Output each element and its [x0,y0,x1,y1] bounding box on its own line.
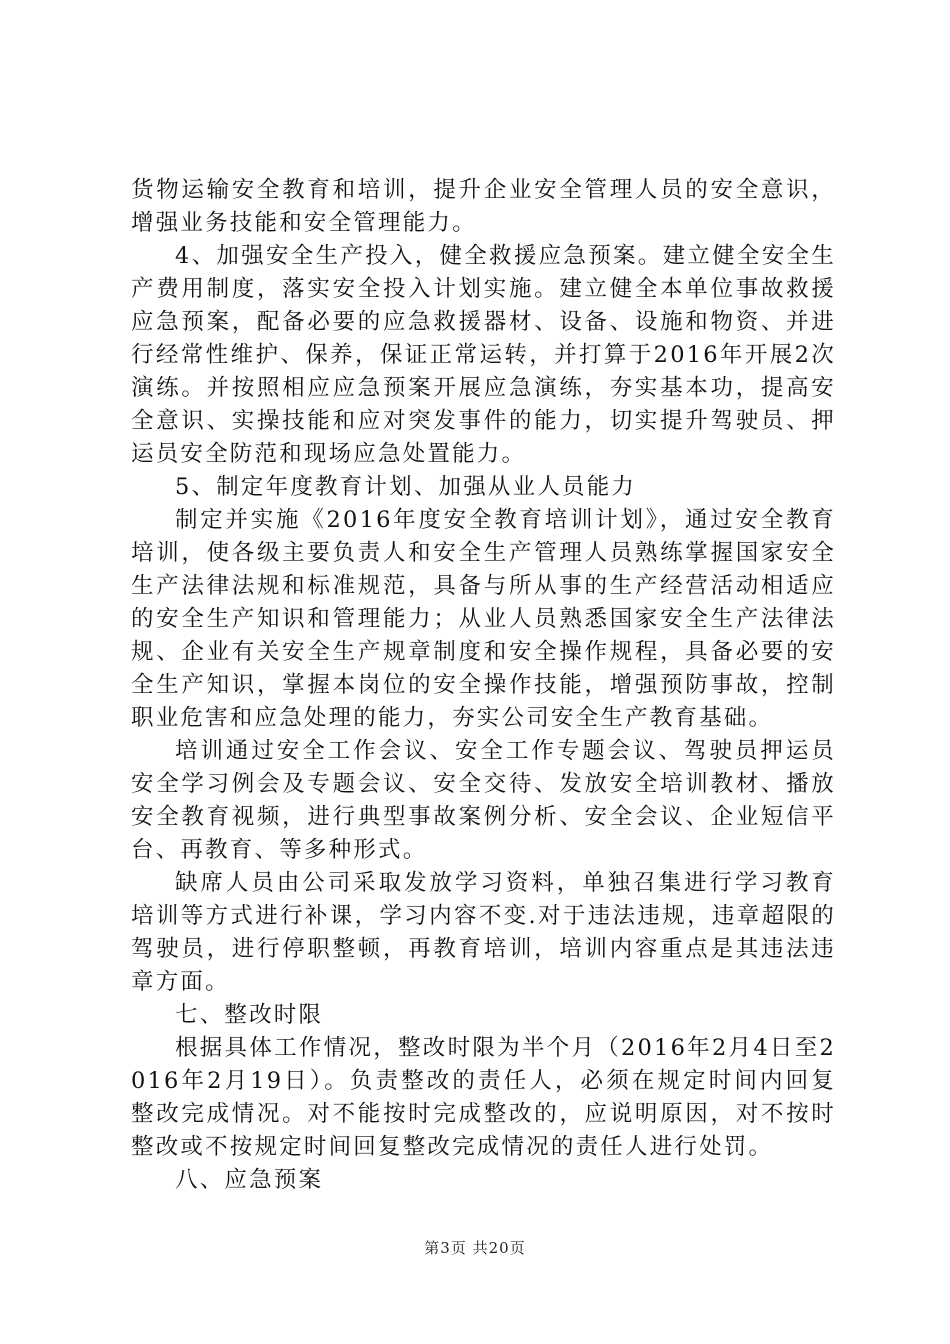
paragraph-training-continuation: 货物运输安全教育和培训，提升企业安全管理人员的安全意识，增强业务技能和安全管理能力。 [131,177,836,236]
section-heading-emergency-plan: 八、应急预案 [175,1167,324,1193]
paragraph-rectification-deadline: 根据具体工作情况，整改时限为半个月（2016年2月4日至2016年2月19日）。负责整改的责任人，必须在规定时间内回复整改完成情况。对不能按时完成整改的，应说明原因，对不按时整改或不按规定时间回复整改完成情况的责任人进行处罚。 [131,1035,836,1160]
paragraph-annual-plan-body: 制定并实施《2016年度安全教育培训计划》，通过安全教育培训，使各级主要负责人和安全生产管理人员熟练掌握国家安全生产法律法规和标准规范，具备与所从事的生产经营活动相适应的安全生产知识和管理能力；从业人员熟悉国家安全生产法律法规、企业有关安全生产规章制度和安全操作规程，具备必要的安全生产知识，掌握本岗位的安全操作技能，增强预防事故，控制职业危害和应急处理的能力，夯实公司安全生产教育基础。 [131,507,836,731]
paragraph-annual-plan-heading: 5、制定年度教育计划、加强从业人员能力 [175,474,637,500]
paragraph-safety-investment: 4、加强安全生产投入，健全救援应急预案。建立健全安全生产费用制度，落实安全投入计划实施。建立健全本单位事故救援应急预案，配备必要的应急救援器材、设备、设施和物资、并进行经常性维护、保养，保证正常运转，并打算于2016年开展2次演练。并按照相应应急预案开展应急演练，夯实基本功，提高安全意识、实操技能和应对突发事件的能力，切实提升驾驶员、押运员安全防范和现场应急处置能力。 [131,243,836,467]
section-heading-rectification-deadline: 七、整改时限 [175,1002,324,1028]
document-body [131,174,836,1197]
paragraph-training-methods: 培训通过安全工作会议、安全工作专题会议、驾驶员押运员安全学习例会及专题会议、安全交待、发放安全培训教材、播放安全教育视频，进行典型事故案例分析、安全会议、企业短信平台、再教育、等多种形式。 [131,738,836,863]
paragraph-absentee-handling: 缺席人员由公司采取发放学习资料，单独召集进行学习教育培训等方式进行补课，学习内容不变.对于违法违规，违章超限的驾驶员，进行停职整顿，再教育培训，培训内容重点是其违法违章方面。 [131,870,836,995]
page-number-footer: 第3页 共20页 [424,1239,526,1257]
